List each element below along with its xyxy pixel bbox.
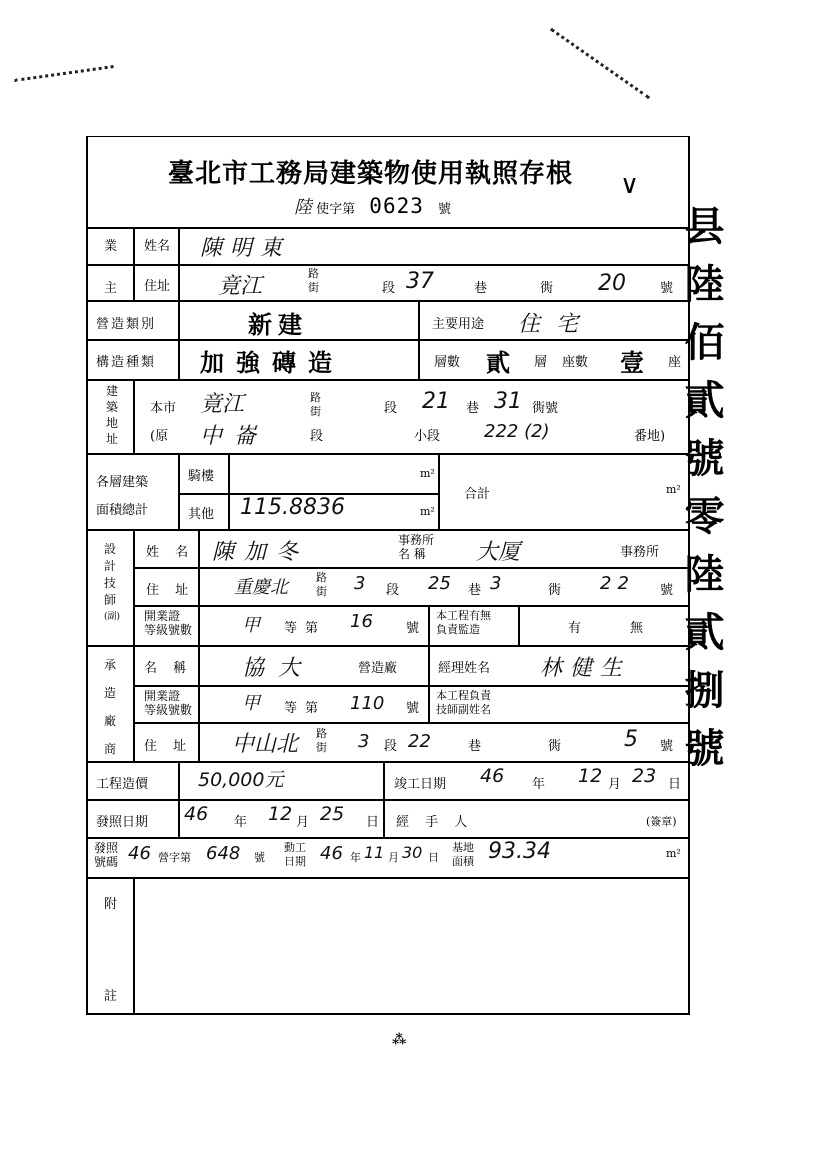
base-area-value: 93.34: [488, 839, 551, 864]
start-day: 30: [402, 843, 423, 862]
floors-label: 層數: [434, 355, 461, 370]
permit-number-line: [294, 193, 451, 219]
build-permit-label: 發照 號碼: [94, 841, 119, 869]
contractor-firm-word: 營造廠: [358, 661, 398, 676]
designer-lane-value: 25: [428, 573, 451, 594]
designer-number-word: 號: [660, 583, 674, 598]
owner-section-value: 37: [406, 269, 434, 294]
construction-type-value: 新建: [248, 310, 308, 339]
issue-year: 46: [184, 803, 209, 825]
start-year: 46: [320, 843, 343, 864]
rule: [133, 877, 135, 1013]
owner-name-value: 陳明東: [200, 236, 291, 261]
site-city: 本市: [150, 401, 177, 416]
rule: [418, 300, 420, 379]
rule: [428, 645, 430, 722]
contractor-grade-value: 甲: [242, 693, 260, 714]
build-permit-type: 營字第: [158, 851, 191, 864]
notes-label-bottom: 註: [104, 989, 118, 1004]
build-permit-number: 648: [206, 843, 241, 864]
issue-date-label: 發照日期: [96, 815, 149, 830]
owner-road-street: 路 街: [308, 267, 319, 294]
area-label-bottom: 面積總計: [96, 503, 149, 518]
contractor-section-word: 段: [384, 739, 398, 754]
rule: [133, 567, 688, 569]
base-area-unit: m²: [666, 847, 681, 860]
floors-unit: 層: [534, 355, 548, 370]
owner-name-label: 姓名: [144, 239, 171, 254]
owner-alley-value: 20: [598, 271, 626, 296]
site-subsection-word: 小段: [414, 429, 441, 444]
permit-suffix: 號: [438, 202, 452, 217]
designer-name-value: 陳加冬: [212, 540, 309, 565]
contractor-number-word: 號: [660, 739, 674, 754]
contractor-address-label: 住 址: [144, 739, 193, 754]
designer-address-value: 重慶北: [234, 577, 288, 598]
site-lot-word: 番地): [634, 429, 666, 444]
site-road-street: 路 街: [310, 391, 321, 418]
issue-day-word: 日: [366, 815, 380, 830]
manager-label: 經理姓名: [438, 661, 491, 676]
contractor-license-word: 號: [406, 701, 420, 716]
site-orig-prefix: (原: [150, 429, 169, 444]
rule: [178, 761, 180, 799]
issue-year-word: 年: [234, 815, 248, 830]
designer-alley-word: 衖: [548, 583, 562, 598]
blocks-unit: 座: [668, 355, 682, 370]
designer-supervise-yes: 有: [568, 621, 582, 636]
start-month: 11: [364, 843, 385, 862]
arcade-label: 騎樓: [188, 469, 215, 484]
contractor-name-label: 名 稱: [144, 661, 193, 676]
other-label: 其他: [188, 507, 215, 522]
owner-lane-word: 巷: [474, 281, 488, 296]
bottom-stamp-mark: ⁂: [392, 1032, 407, 1048]
designer-section-word: 段: [386, 583, 400, 598]
designer-number-value: 22: [600, 573, 635, 594]
owner-alley-word: 衖: [540, 281, 554, 296]
rule: [383, 761, 385, 799]
owner-section-word: 段: [382, 281, 396, 296]
contractor-address-value: 中山北: [232, 732, 299, 757]
rule: [133, 529, 135, 761]
base-area-label: 基地 面積: [452, 841, 474, 868]
contractor-license-label: 開業證 等級號數: [144, 689, 193, 717]
issue-month: 12: [268, 803, 293, 825]
designer-label: 設 計 技 師 (副): [104, 542, 121, 622]
rule: [133, 605, 688, 607]
rule: [88, 645, 688, 647]
rule: [198, 529, 200, 761]
rule: [383, 799, 385, 837]
completion-day: 23: [632, 765, 657, 787]
side-stamp: 县陸佰貳號零陸貳捌號: [678, 205, 725, 785]
contractor-label: 承 造 廠 商: [104, 658, 117, 756]
scan-artifact-corner: [550, 28, 650, 99]
rule: [133, 379, 135, 453]
completion-label: 竣工日期: [394, 777, 447, 792]
site-lane-value: 31: [494, 389, 522, 414]
site-orig-section-word: 段: [310, 429, 324, 444]
rule: [133, 685, 688, 687]
permit-prefix-handwritten: 陸: [294, 197, 312, 218]
contractor-section-value: 3: [358, 731, 370, 752]
floors-value: 貳: [486, 348, 510, 377]
site-label: 建 築 地 址: [106, 384, 119, 446]
completion-month-word: 月: [608, 777, 622, 792]
owner-group-label-a: 業: [104, 239, 118, 254]
site-number-word: 衖號: [532, 401, 559, 416]
main-use-value: 住宅: [518, 312, 595, 337]
construction-type-label: 營造類別: [96, 317, 157, 332]
designer-road-street: 路 街: [316, 571, 327, 598]
contractor-lane-value: 22: [408, 731, 431, 752]
owner-address-road: 竟江: [218, 274, 263, 299]
rule: [438, 453, 440, 529]
cost-label: 工程造價: [96, 777, 149, 792]
scan-artifact-top: [14, 65, 113, 82]
build-permit-number-word: 號: [254, 851, 265, 864]
contractor-grade-word: 等第: [284, 701, 327, 716]
other-unit: m²: [420, 505, 435, 518]
designer-grade-word: 等第: [284, 621, 327, 636]
owner-address-label: 住址: [144, 279, 171, 294]
designer-section-value: 3: [354, 573, 366, 594]
site-lot-value: 222 (2): [484, 421, 550, 442]
blocks-value: 壹: [620, 348, 644, 377]
start-month-word: 月: [388, 851, 399, 864]
designer-office-word: 事務所: [620, 545, 660, 560]
other-area-value: 115.8836: [240, 495, 345, 520]
permit-prefix: 使字第: [316, 202, 356, 217]
form-title: 臺北市工務局建築物使用執照存根: [168, 159, 574, 189]
designer-grade-value: 甲: [242, 615, 260, 636]
blocks-label: 座數: [562, 355, 589, 370]
rule: [178, 453, 180, 529]
total-unit: m²: [666, 483, 681, 496]
contractor-road-street: 路 街: [316, 727, 327, 754]
arcade-unit: m²: [420, 467, 435, 480]
site-section-value: 21: [422, 389, 450, 414]
rule: [428, 605, 430, 645]
total-label: 合計: [464, 487, 491, 502]
rule: [133, 722, 688, 724]
start-date-label: 動工 日期: [284, 841, 306, 868]
designer-address-label: 住 址: [146, 583, 195, 598]
completion-month: 12: [578, 765, 603, 787]
start-year-word: 年: [350, 851, 361, 864]
main-use-label: 主要用途: [432, 317, 485, 332]
contractor-number-value: 5: [624, 727, 638, 752]
rule: [133, 227, 135, 300]
designer-name-label: 姓 名: [146, 545, 195, 560]
rule: [178, 799, 180, 837]
structure-label: 構造種類: [96, 355, 157, 370]
owner-group-label-b: 主: [104, 281, 118, 296]
check-mark-icon: ∨: [620, 170, 640, 200]
start-day-word: 日: [428, 851, 439, 864]
rule: [88, 529, 688, 531]
rule: [178, 300, 180, 379]
completion-year-word: 年: [532, 777, 546, 792]
contractor-name-value: 協大: [242, 656, 315, 681]
contractor-license-no: 110: [350, 693, 385, 714]
designer-alley-value: 3: [490, 573, 502, 594]
rule: [88, 379, 688, 381]
site-district-value: 中崙: [200, 424, 269, 449]
designer-office-label: 事務所 名 稱: [398, 533, 435, 561]
seal-label: (簽章): [646, 815, 677, 828]
structure-value: 加強磚造: [200, 348, 344, 377]
notes-label-top: 附: [104, 897, 118, 912]
issue-day: 25: [320, 803, 345, 825]
completion-day-word: 日: [668, 777, 682, 792]
cost-value: 50,000元: [198, 769, 284, 791]
rule: [518, 605, 520, 645]
designer-supervise-label: 本工程有無 負責監造: [436, 609, 491, 636]
owner-number-word: 號: [660, 281, 674, 296]
designer-lane-word: 巷: [468, 583, 482, 598]
rule: [178, 227, 180, 300]
site-road-value: 竟江: [200, 392, 245, 417]
issue-month-word: 月: [296, 815, 310, 830]
area-label-top: 各層建築: [96, 475, 149, 490]
designer-license-no: 16: [350, 611, 373, 632]
manager-value: 林健生: [540, 656, 631, 681]
rule: [88, 877, 688, 879]
build-permit-year: 46: [128, 843, 151, 864]
completion-year: 46: [480, 765, 505, 787]
rule: [88, 837, 688, 839]
site-section-word: 段: [384, 401, 398, 416]
contractor-alley-word: 衖: [548, 739, 562, 754]
designer-license-word: 號: [406, 621, 420, 636]
designer-license-label: 開業證 等級號數: [144, 609, 193, 637]
site-lane-word: 巷: [466, 401, 480, 416]
rule: [228, 453, 230, 529]
permit-number: 0623: [369, 194, 424, 218]
contractor-lane-word: 巷: [468, 739, 482, 754]
engineer-label: 本工程負責 技師副姓名: [436, 689, 491, 716]
designer-supervise-no: 無: [630, 621, 644, 636]
designer-office-value: 大厦: [476, 540, 521, 565]
permit-stub-form: [86, 136, 690, 1015]
handler-label: 經 手 人: [396, 815, 474, 830]
